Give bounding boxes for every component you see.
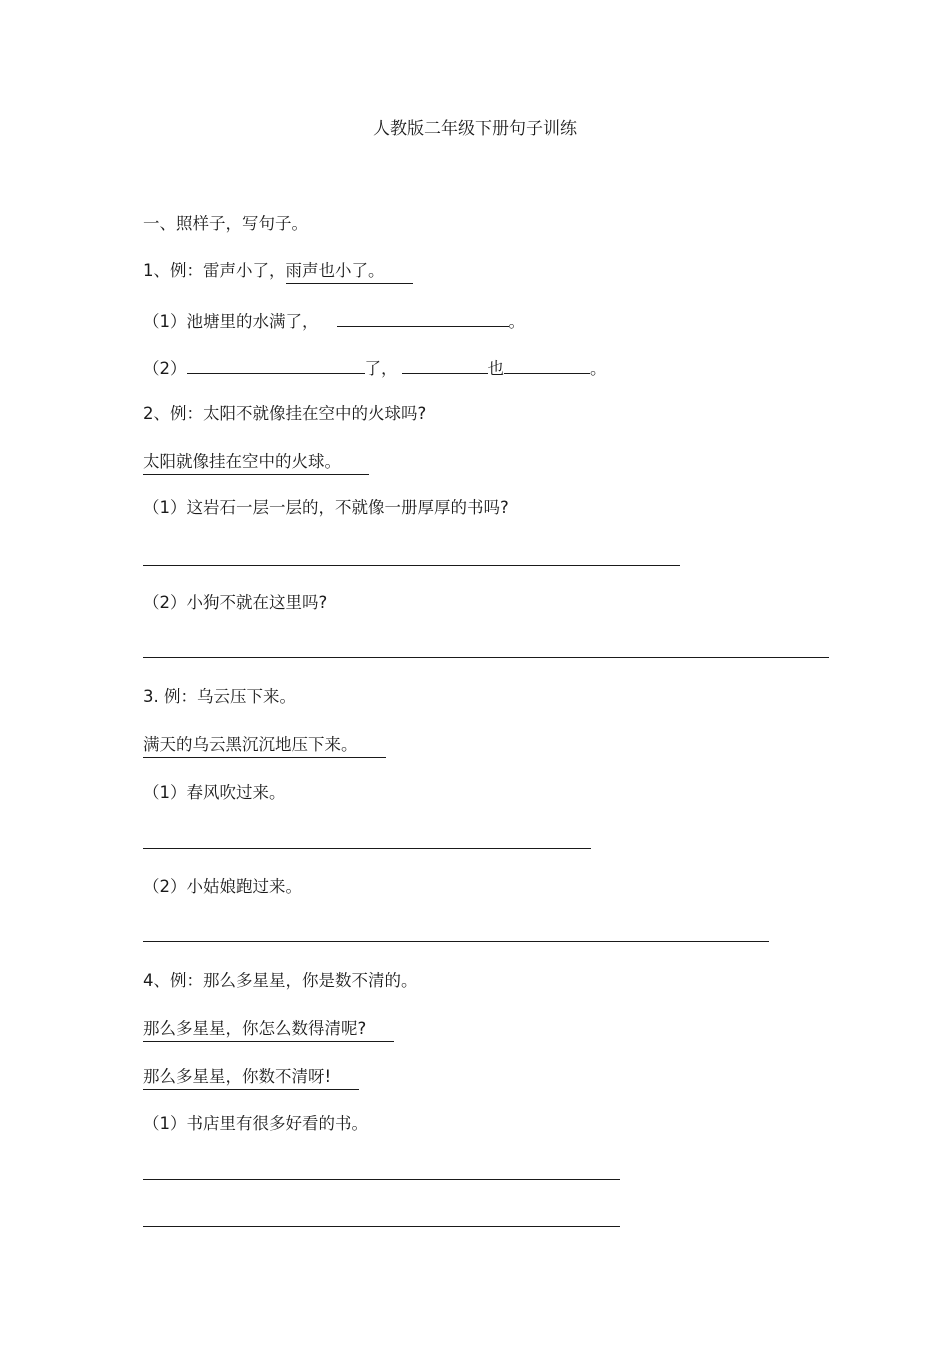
q3-item1-answer-line[interactable]: [143, 848, 591, 849]
q3-item2-answer-line[interactable]: [143, 941, 769, 942]
q1-item2-blank-1[interactable]: [187, 356, 365, 374]
q4-example: 4、例：那么多星星，你是数不清的。: [143, 971, 418, 990]
q4-item1-answer-line-2[interactable]: [143, 1226, 620, 1227]
q4-answer1: 那么多星星，你怎么数得清呢?: [143, 1018, 394, 1042]
q2-item1: （1）这岩石一层一层的，不就像一册厚厚的书吗?: [143, 498, 509, 517]
q4-answer2: 那么多星星，你数不清呀!: [143, 1066, 359, 1090]
q4-item1: （1）书店里有很多好看的书。: [143, 1114, 368, 1133]
q1-example: [143, 260, 413, 284]
q2-answer-line: [143, 451, 369, 475]
q3-example: 3. 例：乌云压下来。: [143, 687, 296, 706]
q2-item1-answer-line[interactable]: [143, 565, 680, 566]
q3-answer: 满天的乌云黑沉沉地压下来。: [143, 734, 386, 758]
q2-example: 2、例：太阳不就像挂在空中的火球吗?: [143, 404, 427, 423]
q3-item1: （1）春风吹过来。: [143, 783, 286, 802]
q1-item1-text: （1）池塘里的水满了，: [143, 312, 319, 331]
q2-answer: 太阳就像挂在空中的火球。: [143, 451, 369, 475]
q3-answer-line: [143, 734, 386, 758]
q3-item2: （2）小姑娘跑过来。: [143, 877, 302, 896]
q1-item2-le: 了，: [364, 359, 398, 378]
q1-item2-label: （2）: [143, 359, 187, 378]
q1-item2-blank-3[interactable]: [504, 356, 590, 374]
q2-item2-answer-line[interactable]: [143, 657, 829, 658]
q1-item1-blank[interactable]: [337, 309, 509, 327]
q1-item2-blank-2[interactable]: [402, 356, 488, 374]
section-heading: 一、照样子，写句子。: [143, 214, 308, 233]
q4-answer2-line: [143, 1066, 359, 1090]
q1-item2: [143, 356, 607, 380]
q1-item2-end: 。: [590, 359, 607, 378]
page-title: 人教版二年级下册句子训练: [373, 119, 577, 139]
q1-item1-end: 。: [508, 312, 525, 331]
q4-item1-answer-line-1[interactable]: [143, 1179, 620, 1180]
q1-example-answer: 雨声也小了。: [286, 260, 413, 284]
q1-item1: [143, 309, 525, 333]
q1-example-prefix: 1、例：雷声小了，: [143, 261, 286, 280]
q2-item2: （2）小狗不就在这里吗?: [143, 593, 328, 612]
q1-item2-ye: 也: [487, 359, 504, 378]
q4-answer1-line: [143, 1018, 394, 1042]
